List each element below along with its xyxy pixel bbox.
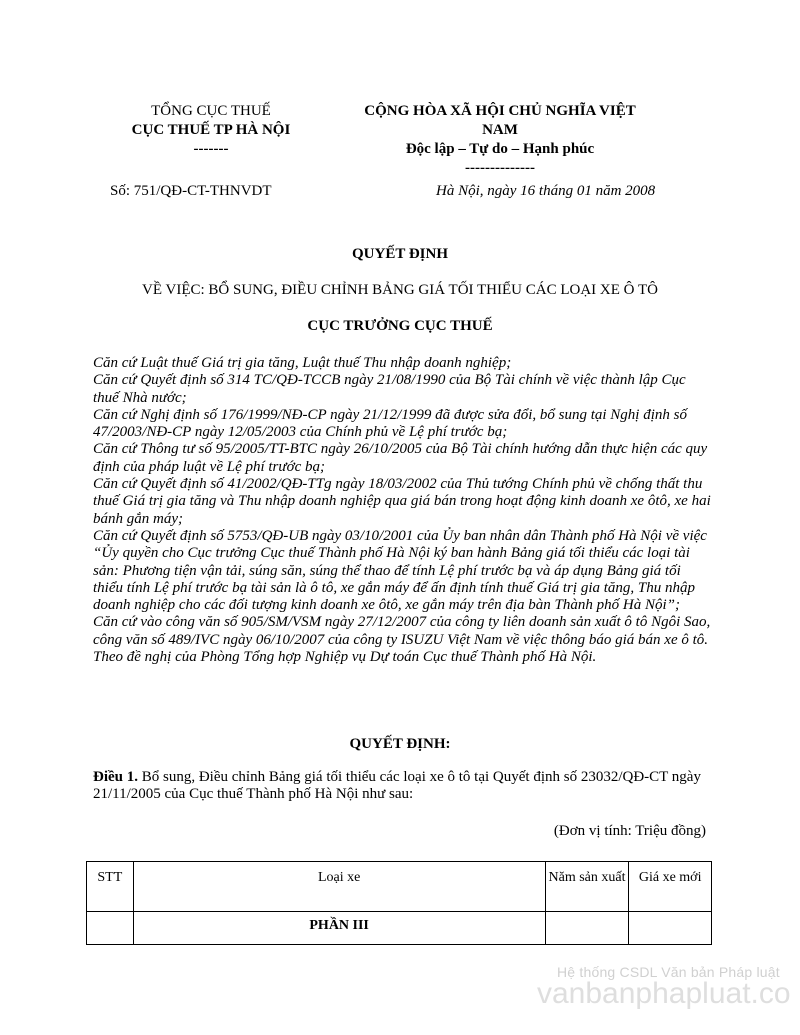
national-motto [350,102,650,178]
basis-item: Căn cứ Quyết định số 41/2002/QĐ-TTg ngày 18/03/2002 của Thủ tướng Chính phủ về chống thất thu thuế Giá trị gia tăng và Thu nhập doanh nghiệp qua giá bán trong hoạt động kinh doanh xe ôtô, xe hai bánh gắn máy; [93,476,711,527]
watermark-caption: Hệ thống CSDL Văn bản Pháp luật [557,964,780,980]
article-1-text: Bổ sung, Điều chỉnh Bảng giá tối thiểu các loại xe ô tô tại Quyết định số 23032/QĐ-CT ngày 21/11/2005 của Cục thuế Thành phố Hà Nội như sau: [93,769,701,802]
agency-parent: TỔNG CỤC THUẾ [151,103,271,119]
document-title: QUYẾT ĐỊNH [352,246,448,262]
legal-basis [93,355,713,666]
table-cell [629,912,712,945]
document-number: Số: 751/QĐ-CT-THNVDT [110,183,272,199]
table-cell [545,912,629,945]
issuing-agency [96,102,326,159]
basis-item: Căn cứ Quyết định số 5753/QĐ-UB ngày 03/10/2001 của Ủy ban nhân dân Thành phố Hà Nội về việc “Ủy quyền cho Cục trưởng Cục thuế Thành phố Hà Nội ký ban hành Bảng giá tối thiểu các loại tài sản: Phương tiện vận tải, súng săn, súng thể thao để tính Lệ phí trước bạ và áp dụng Bảng giá tối thiểu tính Lệ phí trước bạ tài sản là ô tô, xe gắn máy để ấn định tính thuế Giá trị gia tăng, Thu nhập doanh nghiệp cho các đối tượng kinh doanh xe ôtô, xe gắn máy trên địa bàn Thành phố Hà Nội”; [93,527,707,614]
table-cell [87,912,134,945]
basis-item: Căn cứ Luật thuế Giá trị gia tăng, Luật thuế Thu nhập doanh nghiệp; [93,355,512,371]
col-header-vehicle-type: Loại xe [133,862,545,912]
document-subject: VỀ VIỆC: BỔ SUNG, ĐIỀU CHỈNH BẢNG GIÁ TỐI THIỂU CÁC LOẠI XE Ô TÔ [142,282,658,298]
col-header-stt: STT [87,862,134,912]
agency-name: CỤC THUẾ TP HÀ NỘI [131,122,291,138]
unit-note: (Đơn vị tính: Triệu đồng) [553,823,706,839]
basis-item: Căn cứ Thông tư số 95/2005/TT-BTC ngày 26/10/2005 của Bộ Tài chính hướng dẫn thực hiện các quy định của pháp luật về Lệ phí trước bạ; [93,441,708,475]
decision-heading: QUYẾT ĐỊNH: [349,736,451,752]
document-date: Hà Nội, ngày 16 tháng 01 năm 2008 [436,183,656,199]
basis-item: Căn cứ Nghị định số 176/1999/NĐ-CP ngày 21/12/1999 đã được sửa đổi, bổ sung tại Nghị định số 47/2003/NĐ-CP ngày 12/05/2003 của Chính phủ về Lệ phí trước bạ; [93,406,687,441]
basis-item: Căn cứ Quyết định số 314 TC/QĐ-TCCB ngày 21/08/1990 của Bộ Tài chính về việc thành lập Cục thuế Nhà nước; [93,372,686,406]
table-header-row [87,862,712,912]
article-1-label: Điều 1. [93,769,138,785]
motto-separator: -------------- [465,160,535,176]
issuing-authority: CỤC TRƯỞNG CỤC THUẾ [307,318,493,334]
agency-separator: ------- [193,141,229,157]
price-table [86,861,712,945]
watermark-site: vanbanphapluat.co [537,977,791,1010]
col-header-price: Giá xe mới [629,862,712,912]
section-label: PHẦN III [133,912,545,945]
table-row [87,912,712,945]
basis-item: Theo đề nghị của Phòng Tổng hợp Nghiệp vụ Dự toán Cục thuế Thành phố Hà Nội. [93,649,597,666]
country-name-line1: CỘNG HÒA XÃ HỘI CHỦ NGHĨA VIỆT [364,103,636,119]
basis-item: Căn cứ vào công văn số 905/SM/VSM ngày 27/12/2007 của công ty liên doanh sản xuất ô tô Ngôi Sao, công văn số 489/IVC ngày 06/10/2007 của công ty ISUZU Việt Nam về việc thông báo giá bán xe ô tô. [93,614,711,648]
motto: Độc lập – Tự do – Hạnh phúc [405,141,595,157]
article-1 [93,769,723,803]
col-header-year: Năm sản xuất [545,862,629,912]
country-name-line2: NAM [482,122,518,138]
